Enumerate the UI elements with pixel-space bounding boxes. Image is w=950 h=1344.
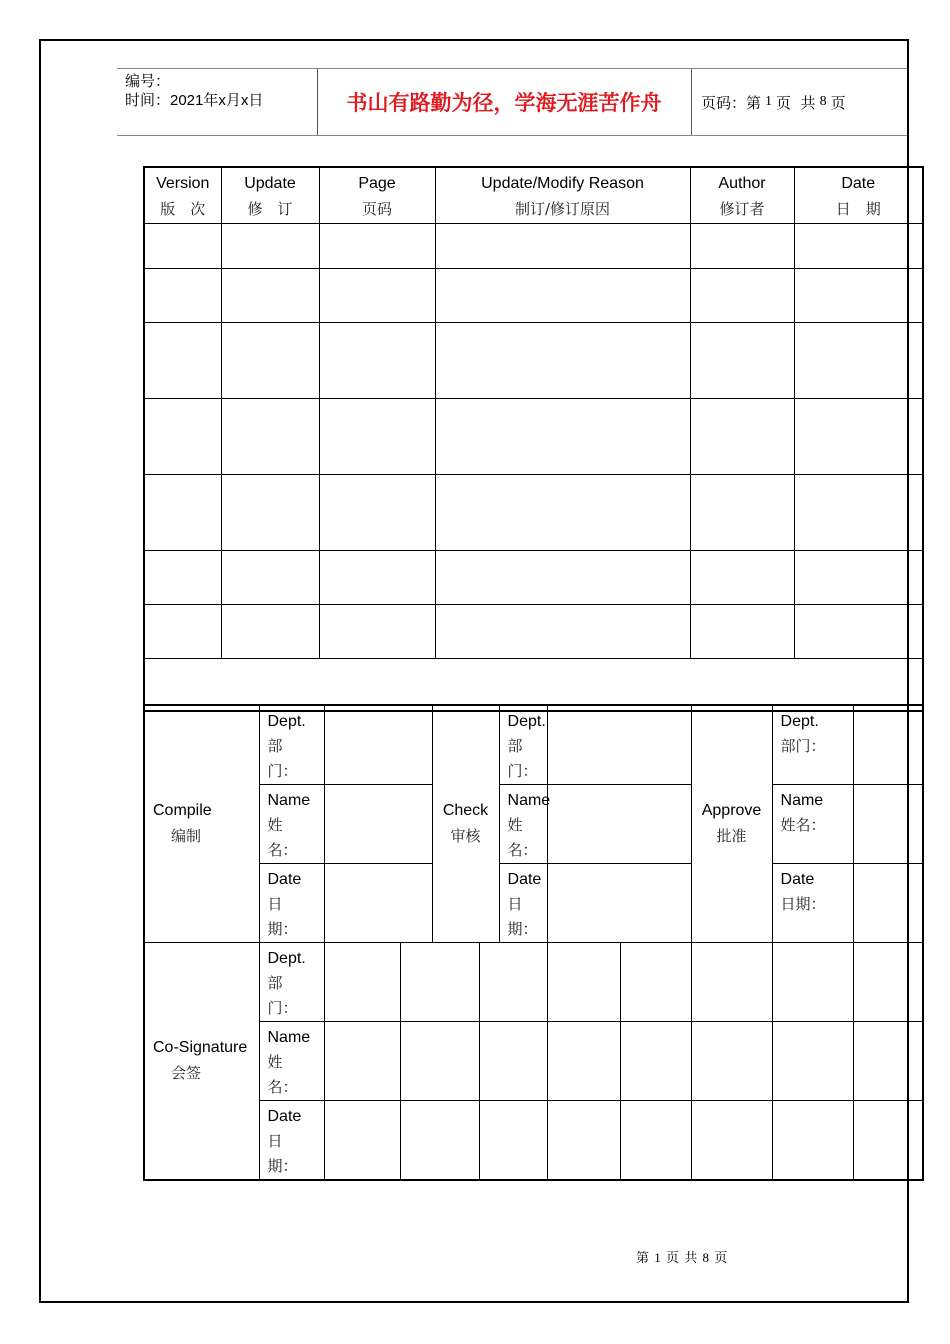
cell[interactable] xyxy=(319,605,435,659)
cell[interactable] xyxy=(324,943,400,1022)
cell[interactable] xyxy=(772,1101,853,1181)
cell[interactable] xyxy=(547,943,620,1022)
compile-name-value[interactable] xyxy=(324,785,432,864)
cell[interactable] xyxy=(221,323,319,399)
col-update: Update 修 订 xyxy=(221,167,319,224)
compile-dept-value[interactable] xyxy=(324,705,432,785)
col-version: Version 版 次 xyxy=(144,167,221,224)
check-dept-value[interactable] xyxy=(547,705,691,785)
cell[interactable] xyxy=(319,224,435,269)
cell[interactable] xyxy=(144,399,221,475)
cell[interactable] xyxy=(794,605,923,659)
cell[interactable] xyxy=(794,224,923,269)
approve-dept-label: Dept. 部门： xyxy=(772,705,853,785)
cell[interactable] xyxy=(853,1022,923,1101)
cell[interactable] xyxy=(221,551,319,605)
cell[interactable] xyxy=(690,605,794,659)
page-label-prefix: 页码：第 xyxy=(701,93,762,112)
cell[interactable] xyxy=(794,323,923,399)
cell[interactable] xyxy=(319,551,435,605)
time-label: 时间：2021年x月x日 xyxy=(125,92,264,109)
revision-header-row xyxy=(144,167,923,224)
table-row xyxy=(144,605,923,659)
cell[interactable] xyxy=(319,323,435,399)
cell[interactable] xyxy=(690,224,794,269)
cell[interactable] xyxy=(435,551,690,605)
cosign-label: Co-Signature 会签 xyxy=(144,943,259,1181)
approve-date-value[interactable] xyxy=(853,864,923,943)
table-row xyxy=(144,269,923,323)
cell[interactable] xyxy=(853,1101,923,1181)
code-label: 编号： xyxy=(125,73,171,90)
table-row-blank xyxy=(144,659,923,711)
signoff-row-date xyxy=(144,864,923,943)
table-row xyxy=(144,323,923,399)
approve-name-value[interactable] xyxy=(853,785,923,864)
col-date: Date 日 期 xyxy=(794,167,923,224)
header-divider-right xyxy=(691,69,692,135)
cell[interactable] xyxy=(435,475,690,551)
check-date-label: Date 日 期： xyxy=(499,864,547,943)
cell[interactable] xyxy=(690,399,794,475)
page-current: 1 xyxy=(765,94,773,109)
cell[interactable] xyxy=(794,475,923,551)
cell[interactable] xyxy=(144,224,221,269)
cell[interactable] xyxy=(479,1101,547,1181)
check-name-value[interactable] xyxy=(547,785,691,864)
cell[interactable] xyxy=(690,551,794,605)
table-row xyxy=(144,399,923,475)
cell[interactable] xyxy=(435,399,690,475)
cell[interactable] xyxy=(324,1022,400,1101)
cell[interactable] xyxy=(221,399,319,475)
page-label-mid: 页 共 xyxy=(776,93,816,112)
cell[interactable] xyxy=(435,269,690,323)
document-header xyxy=(117,68,907,136)
header-meta xyxy=(125,72,263,110)
cell[interactable] xyxy=(479,1022,547,1101)
compile-name-label: Name 姓 名： xyxy=(259,785,324,864)
cosign-row-dept xyxy=(144,943,923,1022)
cell[interactable] xyxy=(690,323,794,399)
header-slogan: 书山有路勤为径，学海无涯苦作舟 xyxy=(346,91,662,115)
approve-date-label: Date 日期： xyxy=(772,864,853,943)
cosign-date-label: Date 日 期： xyxy=(259,1101,324,1181)
cell[interactable] xyxy=(691,943,772,1022)
page-total: 8 xyxy=(819,94,827,109)
check-label: Check 审核 xyxy=(432,705,499,943)
cell[interactable] xyxy=(435,323,690,399)
cell[interactable] xyxy=(690,269,794,323)
compile-label: Compile 编制 xyxy=(144,705,259,943)
approve-label: Approve 批准 xyxy=(691,705,772,943)
cell[interactable] xyxy=(221,269,319,323)
cell[interactable] xyxy=(794,399,923,475)
compile-date-value[interactable] xyxy=(324,864,432,943)
cosign-dept-label: Dept. 部 门： xyxy=(259,943,324,1022)
cell[interactable] xyxy=(547,1101,620,1181)
cell[interactable] xyxy=(319,475,435,551)
cell[interactable] xyxy=(772,943,853,1022)
cell[interactable] xyxy=(400,1022,479,1101)
cell[interactable] xyxy=(319,269,435,323)
cell[interactable] xyxy=(324,1101,400,1181)
signoff-row-name xyxy=(144,785,923,864)
check-dept-label: Dept. 部 门： xyxy=(499,705,547,785)
cell[interactable] xyxy=(144,269,221,323)
table-row xyxy=(144,224,923,269)
cell[interactable] xyxy=(435,605,690,659)
cell[interactable] xyxy=(400,1101,479,1181)
cosign-row-date xyxy=(144,1101,923,1181)
cell[interactable] xyxy=(144,323,221,399)
cell[interactable] xyxy=(435,224,690,269)
approve-dept-value[interactable] xyxy=(853,705,923,785)
col-author: Author 修订者 xyxy=(690,167,794,224)
cell[interactable] xyxy=(319,399,435,475)
page-footer: 第 1 页 共 8 页 xyxy=(636,1250,729,1265)
cell[interactable] xyxy=(221,224,319,269)
cosign-name-label: Name 姓 名： xyxy=(259,1022,324,1101)
table-row xyxy=(144,475,923,551)
page-label-suffix: 页 xyxy=(830,93,846,112)
cell[interactable] xyxy=(400,943,479,1022)
cell[interactable] xyxy=(620,1101,691,1181)
cell[interactable] xyxy=(144,475,221,551)
cell[interactable] xyxy=(772,1022,853,1101)
cell[interactable] xyxy=(144,659,923,711)
cell[interactable] xyxy=(144,551,221,605)
cell[interactable] xyxy=(547,1022,620,1101)
compile-date-label: Date 日 期： xyxy=(259,864,324,943)
cell[interactable] xyxy=(620,1022,691,1101)
cell[interactable] xyxy=(794,269,923,323)
check-name-label: Name 姓 名： xyxy=(499,785,547,864)
cell[interactable] xyxy=(479,943,547,1022)
signoff-table xyxy=(143,704,924,1181)
cell[interactable] xyxy=(691,1022,772,1101)
cell[interactable] xyxy=(691,1101,772,1181)
cell[interactable] xyxy=(690,475,794,551)
col-reason: Update/Modify Reason 制订/修订原因 xyxy=(435,167,690,224)
compile-dept-label: Dept. 部 门： xyxy=(259,705,324,785)
header-page-number xyxy=(701,69,846,135)
cell[interactable] xyxy=(221,605,319,659)
revision-history-table xyxy=(143,166,924,712)
cell[interactable] xyxy=(794,551,923,605)
approve-name-label: Name 姓名： xyxy=(772,785,853,864)
cell[interactable] xyxy=(853,943,923,1022)
cosign-row-name xyxy=(144,1022,923,1101)
check-date-value[interactable] xyxy=(547,864,691,943)
cell[interactable] xyxy=(144,605,221,659)
cell[interactable] xyxy=(221,475,319,551)
cell[interactable] xyxy=(620,943,691,1022)
col-page: Page 页码 xyxy=(319,167,435,224)
signoff-row-dept xyxy=(144,705,923,785)
table-row xyxy=(144,551,923,605)
